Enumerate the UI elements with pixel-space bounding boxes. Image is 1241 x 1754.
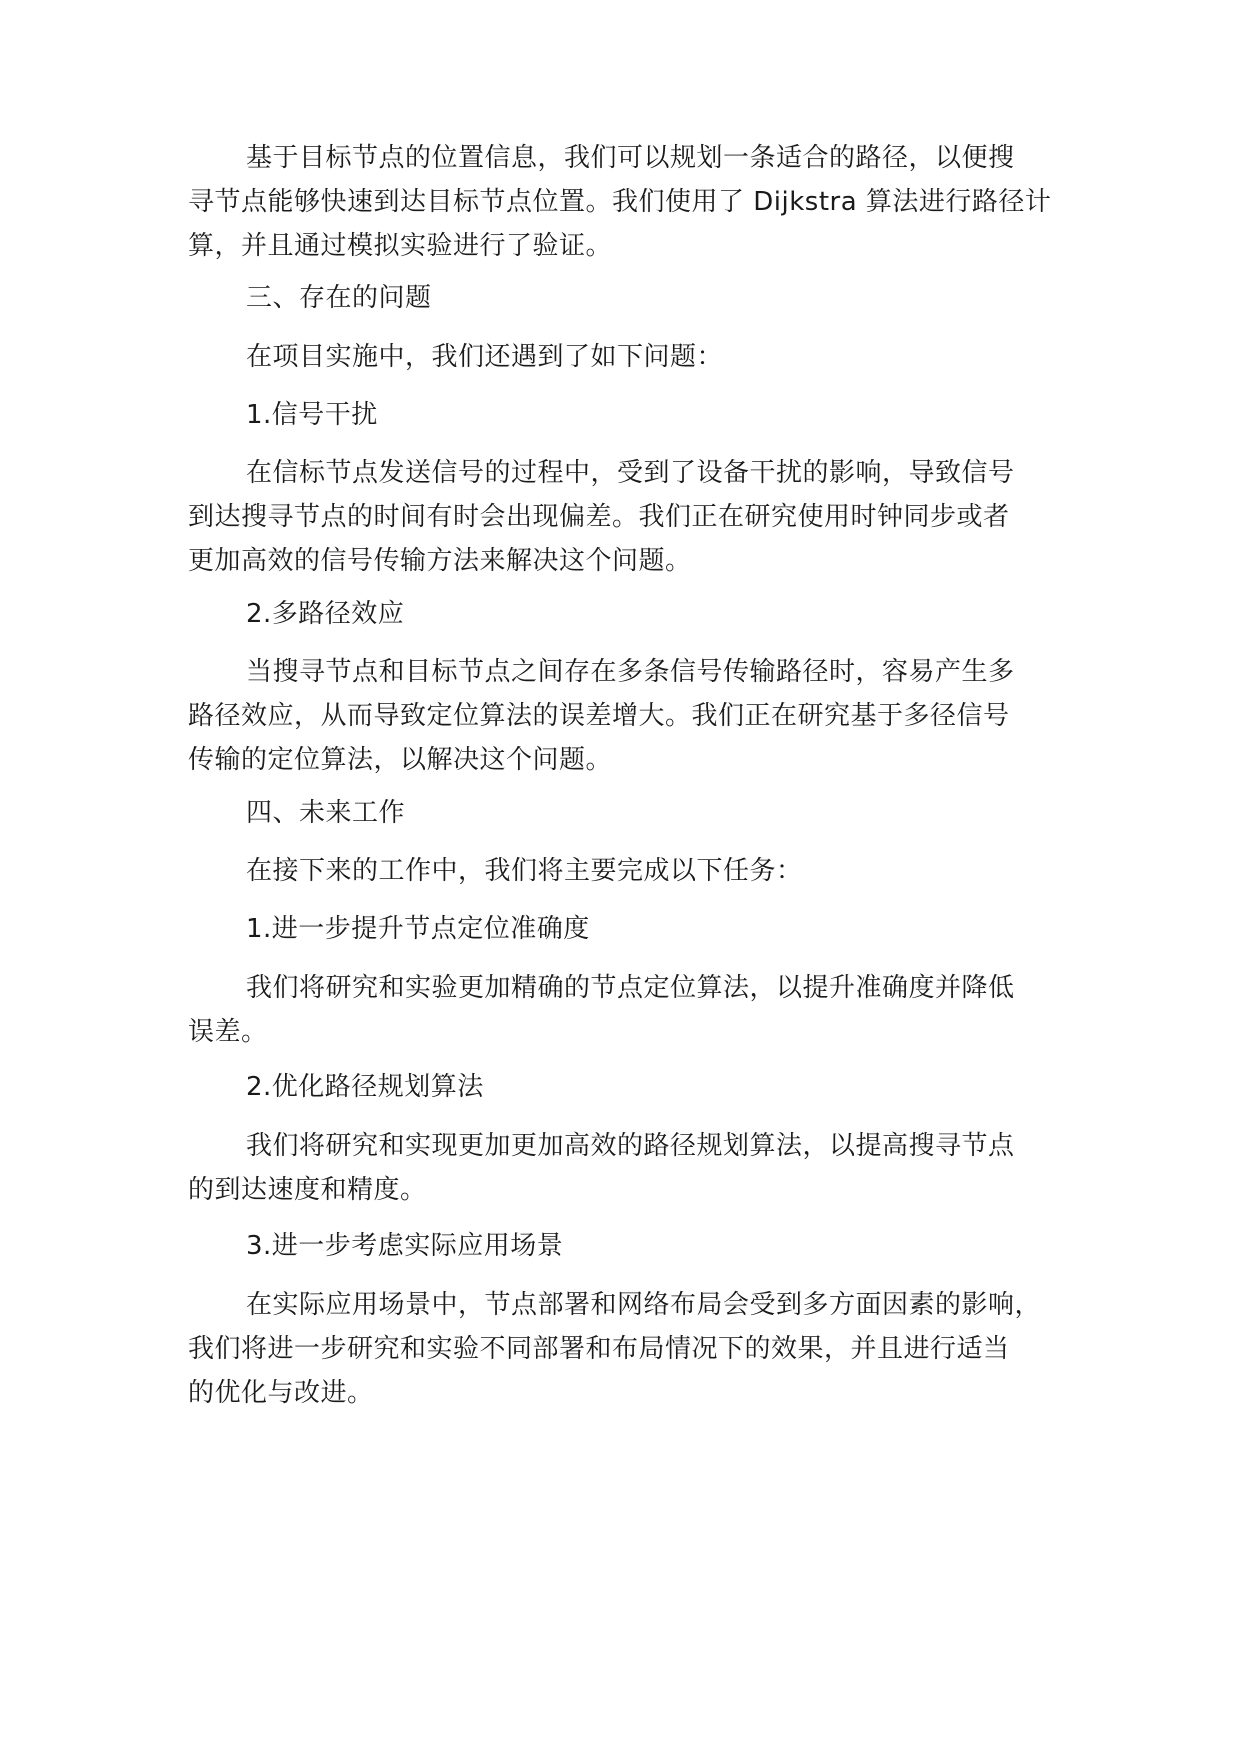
heading-text: 2.优化路径规划算法 [246, 1072, 484, 1102]
text-line: 在项目实施中，我们还遇到了如下问题： [246, 342, 724, 372]
subheading-accuracy [188, 907, 1106, 951]
text-line: 路径效应，从而导致定位算法的误差增大。我们正在研究基于多径信号 [188, 701, 1010, 731]
subheading-path-optimization [188, 1065, 1106, 1109]
text-line: 我们将研究和实现更加更加高效的路径规划算法，以提高搜寻节点 [246, 1131, 1015, 1161]
section-heading-future-work [188, 791, 1106, 835]
heading-text: 1.进一步提升节点定位准确度 [246, 914, 590, 944]
text-line: 误差。 [188, 1017, 268, 1047]
paragraph-issues-intro [188, 335, 1106, 379]
subheading-application-scenarios [188, 1224, 1106, 1268]
paragraph-future-intro [188, 849, 1106, 893]
paragraph-application-scenarios [188, 1283, 1048, 1415]
text-line: 寻节点能够快速到达目标节点位置。我们使用了 Dijkstra 算法进行路径计 [188, 187, 1052, 217]
heading-text: 3.进一步考虑实际应用场景 [246, 1231, 564, 1261]
text-line: 当搜寻节点和目标节点之间存在多条信号传输路径时，容易产生多 [246, 657, 1015, 687]
text-line: 到达搜寻节点的时间有时会出现偏差。我们正在研究使用时钟同步或者 [188, 502, 1010, 532]
heading-text: 2.多路径效应 [246, 599, 405, 629]
text-line: 在实际应用场景中，节点部署和网络布局会受到多方面因素的影响， [246, 1290, 1042, 1320]
paragraph-signal-interference [188, 451, 1048, 583]
subheading-multipath [188, 592, 1106, 636]
heading-text: 三、存在的问题 [246, 283, 432, 313]
text-line: 更加高效的信号传输方法来解决这个问题。 [188, 546, 692, 576]
section-heading-issues [188, 276, 1106, 320]
heading-text: 四、未来工作 [246, 798, 406, 828]
heading-text: 1.信号干扰 [246, 400, 378, 430]
paragraph-path-planning [188, 136, 1052, 268]
text-line: 在信标节点发送信号的过程中，受到了设备干扰的影响，导致信号 [246, 458, 1015, 488]
text-line: 传输的定位算法，以解决这个问题。 [188, 745, 613, 775]
paragraph-multipath [188, 650, 1048, 782]
text-line: 我们将研究和实验更加精确的节点定位算法，以提升准确度并降低 [246, 973, 1015, 1003]
paragraph-path-optimization [188, 1124, 1048, 1212]
text-line: 在接下来的工作中，我们将主要完成以下任务： [246, 856, 803, 886]
paragraph-accuracy [188, 966, 1048, 1054]
text-line: 算，并且通过模拟实验进行了验证。 [188, 231, 613, 261]
text-line: 的到达速度和精度。 [188, 1175, 427, 1205]
text-line: 的优化与改进。 [188, 1378, 374, 1408]
text-line: 我们将进一步研究和实验不同部署和布局情况下的效果，并且进行适当 [188, 1334, 1010, 1364]
text-line: 基于目标节点的位置信息，我们可以规划一条适合的路径，以便搜 [246, 143, 1015, 173]
subheading-signal-interference [188, 393, 1106, 437]
